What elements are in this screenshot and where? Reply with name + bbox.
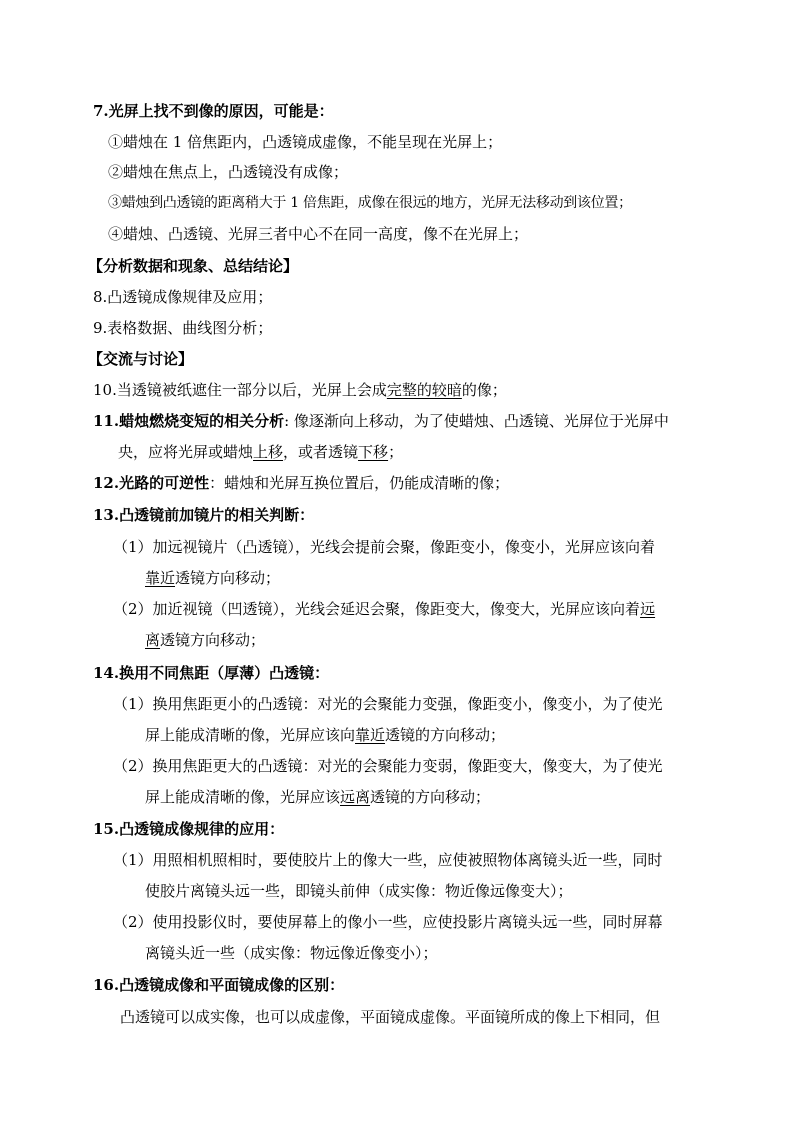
section-11-text-3: ，或者透镜: [283, 443, 359, 461]
section-14-item-1-line-2: [145, 725, 505, 745]
section-7-item-1: ①蜡烛在 1 倍焦距内，凸透镜成虚像，不能呈现在光屏上；: [108, 133, 503, 151]
section-11-line-1: [93, 411, 669, 431]
section-14-text-2: 透镜的方向移动；: [385, 726, 506, 744]
section-11-head: 11.蜡烛燃烧变短的相关分析: [93, 412, 285, 430]
section-11-text-4: ；: [388, 443, 404, 461]
section-14-title: 14.换用不同焦距（厚薄）凸透镜：: [93, 664, 330, 682]
section-10-text-end: 的像；: [461, 381, 507, 399]
section-7-item-4: ④蜡烛、凸透镜、光屏三者中心不在同一高度，像不在光屏上；: [108, 225, 529, 243]
section-12-head: 12.光路的可逆性: [93, 474, 210, 492]
section-14-item-1-line-1: （1）换用焦距更小的凸透镜：对光的会聚能力变强，像距变小，像变小，为了使光: [113, 695, 663, 713]
section-11-line-2: [118, 442, 403, 462]
section-14-item-2-line-2: [145, 787, 490, 807]
section-15-title: 15.凸透镜成像规律的应用：: [93, 820, 285, 838]
section-13-item-1-line-2: [145, 568, 280, 588]
section-14-text-4: 透镜的方向移动；: [370, 788, 491, 806]
section-11-text-2: 央，应将光屏或蜡烛: [118, 443, 254, 461]
section-13-item-1-line-1: （1）加远视镜片（凸透镜），光线会提前会聚，像距变小，像变小，光屏应该向着: [113, 538, 656, 556]
section-7-title: 7.光屏上找不到像的原因，可能是：: [93, 102, 334, 120]
section-15-item-2-line-1: （2）使用投影仪时，要使屏幕上的像小一些，应使投影片离镜头远一些，同时屏幕: [113, 913, 663, 931]
section-8: 8.凸透镜成像规律及应用；: [93, 288, 273, 306]
section-15-item-1-line-2: 使胶片离镜头远一些，即镜头前伸（成实像：物近像远像变大）；: [145, 882, 573, 900]
section-16-line-1: 凸透镜可以成实像，也可以成虚像，平面镜成虚像。平面镜所成的像上下相同，但: [120, 1008, 661, 1026]
section-11-text: : 像逐渐向上移动，为了使蜡烛、凸透镜、光屏位于光屏中: [284, 412, 669, 430]
section-7-item-3: ③蜡烛到凸透镜的距离稍大于 1 倍焦距，成像在很远的地方，光屏无法移动到该位置；: [108, 195, 632, 211]
section-13-item-2-line-1: [113, 599, 655, 619]
section-13-blank-2a: 远: [640, 600, 656, 618]
section-12-text: ：蜡烛和光屏互换位置后，仍能成清晰的像；: [209, 474, 510, 492]
section-13-item-2-line-2: [145, 630, 265, 650]
section-10: [93, 380, 507, 400]
section-10-text: 10.当透镜被纸遮住一部分以后，光屏上会成: [93, 381, 387, 399]
section-13-blank-2b: 离: [145, 631, 161, 649]
section-13-blank-1: 靠近: [145, 569, 176, 587]
section-13-text-2: （2）加近视镜（凹透镜），光线会延迟会聚，像距变大，像变大，光屏应该向着: [113, 600, 641, 618]
heading-analysis: 【分析数据和现象、总结结论】: [88, 257, 299, 275]
section-12: [93, 473, 509, 493]
section-13-title: 13.凸透镜前加镜片的相关判断：: [93, 506, 315, 524]
section-16-title: 16.凸透镜成像和平面镜成像的区别：: [93, 976, 345, 994]
section-9: 9.表格数据、曲线图分析；: [93, 319, 273, 337]
section-14-blank-1: 靠近: [355, 726, 386, 744]
section-15-item-1-line-1: （1）用照相机照相时，要使胶片上的像大一些，应使被照物体离镜头近一些，同时: [113, 851, 663, 869]
section-14-text-3: 屏上能成清晰的像，光屏应该: [145, 788, 341, 806]
section-14-item-2-line-1: （2）换用焦距更大的凸透镜：对光的会聚能力变弱，像距变大，像变大，为了使光: [113, 757, 663, 775]
section-10-blank: 完整的较暗: [386, 381, 462, 399]
section-13-text-3: 透镜方向移动；: [160, 631, 266, 649]
section-14-blank-2: 远离: [340, 788, 371, 806]
section-11-blank-1: 上移: [253, 443, 284, 461]
section-11-blank-2: 下移: [358, 443, 389, 461]
section-13-text-1: 透镜方向移动；: [175, 569, 281, 587]
section-15-item-2-line-2: 离镜头近一些（成实像：物远像近像变小）；: [145, 944, 438, 962]
section-7-item-2: ②蜡烛在焦点上，凸透镜没有成像；: [108, 163, 349, 181]
section-14-text-1: 屏上能成清晰的像，光屏应该向: [145, 726, 356, 744]
heading-discussion: 【交流与讨论】: [88, 350, 194, 368]
